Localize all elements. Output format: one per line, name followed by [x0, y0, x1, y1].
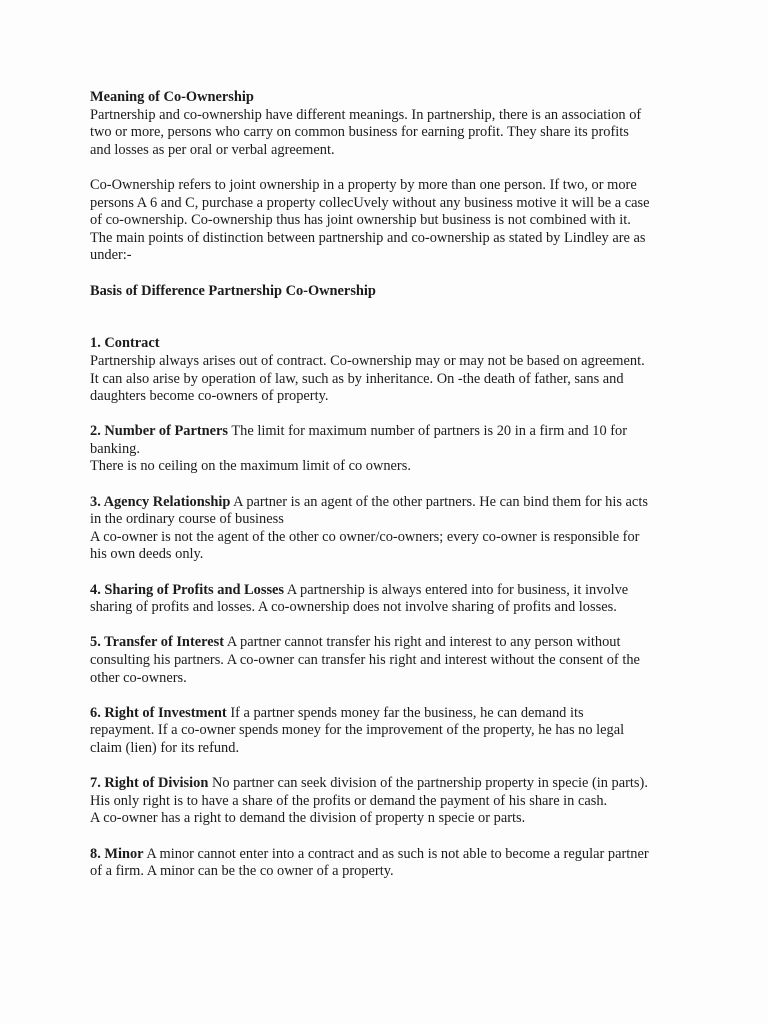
- point-text: A partner is an agent of the other partners. He can bind them for his acts: [230, 493, 648, 510]
- point-line: His only right is to have a share of the profits or demand the payment of his share in cash.: [90, 792, 608, 809]
- comparison-heading-section: [90, 283, 690, 301]
- point-contract: [90, 335, 690, 405]
- spacer: [90, 564, 690, 582]
- point-line: banking.: [90, 440, 140, 457]
- point-sharing-profits-losses: [90, 582, 690, 617]
- point-text: A partner cannot transfer his right and interest to any person without: [224, 634, 621, 651]
- spacer: [90, 300, 690, 335]
- point-line: other co-owners.: [90, 669, 187, 686]
- spacer: [90, 265, 690, 283]
- point-first-line: [90, 634, 690, 652]
- point-line: consulting his partners. A co-owner can transfer his right and interest without the consent of the: [90, 652, 640, 668]
- spacer: [90, 159, 690, 177]
- point-line: sharing of profits and losses. A co-ownership does not involve sharing of profits and losses.: [90, 599, 617, 616]
- section-heading: Meaning of Co-Ownership: [90, 89, 254, 105]
- paragraph-line: under:-: [90, 247, 132, 264]
- point-line: A co-owner has a right to demand the division of property n specie or parts.: [90, 810, 526, 827]
- point-line: of a firm. A minor can be the co owner of a property.: [90, 863, 394, 880]
- point-title: 1. Contract: [90, 335, 160, 352]
- point-first-line: [90, 705, 690, 723]
- point-line: Partnership always arises out of contract. Co-ownership may or may not be based on agreement.: [90, 352, 645, 369]
- point-title: 6. Right of Investment: [90, 704, 227, 721]
- spacer: [90, 476, 690, 494]
- point-right-of-division: [90, 775, 690, 828]
- point-number-of-partners: [90, 423, 690, 476]
- point-line: repayment. If a co-owner spends money for the improvement of the property, he has no legal: [90, 722, 625, 739]
- point-agency-relationship: [90, 494, 690, 564]
- point-text: No partner can seek division of the partnership property in specie (in parts).: [208, 775, 648, 792]
- point-title: 5. Transfer of Interest: [90, 634, 225, 651]
- point-line: in the ordinary course of business: [90, 511, 284, 528]
- point-title: 8. Minor: [90, 845, 144, 862]
- point-line: daughters become co-owners of property.: [90, 388, 329, 405]
- point-title: 2. Number of Partners: [90, 423, 229, 440]
- document-page: [90, 89, 690, 881]
- point-line: claim (lien) for its refund.: [90, 739, 240, 756]
- paragraph-line: Co-Ownership refers to joint ownership in a property by more than one person. If two, or more: [90, 176, 637, 193]
- point-text: A minor cannot enter into a contract and as such is not able to become a regular partner: [143, 845, 649, 862]
- spacer: [90, 828, 690, 846]
- paragraph-line: The main points of distinction between partnership and co-ownership as stated by Lindley are as: [90, 229, 646, 246]
- paragraph-line: of co-ownership. Co-ownership thus has joint ownership but business is not combined with it.: [90, 212, 631, 229]
- point-line: It can also arise by operation of law, such as by inheritance. On -the death of father, sans and: [90, 370, 624, 387]
- point-line: his own deeds only.: [90, 546, 204, 563]
- paragraph-line: Partnership and co-ownership have different meanings. In partnership, there is an association of: [90, 106, 642, 123]
- point-first-line: [90, 494, 690, 512]
- point-title: 4. Sharing of Profits and Losses: [90, 581, 285, 598]
- definition-section: [90, 177, 690, 265]
- paragraph-line: and losses as per oral or verbal agreement.: [90, 141, 335, 158]
- point-text: If a partner spends money far the business, he can demand its: [226, 704, 584, 721]
- point-right-of-investment: [90, 705, 690, 758]
- spacer: [90, 758, 690, 776]
- spacer: [90, 406, 690, 424]
- spacer: [90, 617, 690, 635]
- point-title: 7. Right of Division: [90, 775, 209, 792]
- point-text: A partnership is always entered into for business, it involve: [284, 581, 629, 598]
- point-minor: [90, 846, 690, 881]
- point-text: The limit for maximum number of partners is 20 in a firm and 10 for: [228, 423, 628, 440]
- point-first-line: [90, 775, 690, 793]
- point-first-line: [90, 582, 690, 600]
- point-line: A co-owner is not the agent of the other co owner/co-owners; every co-owner is responsible for: [90, 528, 640, 545]
- point-first-line: [90, 846, 690, 864]
- comparison-heading: Basis of Difference Partnership Co-Ownership: [90, 282, 376, 299]
- spacer: [90, 687, 690, 705]
- point-first-line: [90, 423, 690, 441]
- point-transfer-of-interest: [90, 634, 690, 687]
- point-line: There is no ceiling on the maximum limit of co owners.: [90, 458, 411, 475]
- intro-section: [90, 89, 690, 159]
- point-title: 3. Agency Relationship: [90, 493, 231, 510]
- paragraph-line: two or more, persons who carry on common business for earning profit. They share its profits: [90, 124, 629, 141]
- paragraph-line: persons A 6 and C, purchase a property collecUvely without any business motive it will be a case: [90, 194, 650, 211]
